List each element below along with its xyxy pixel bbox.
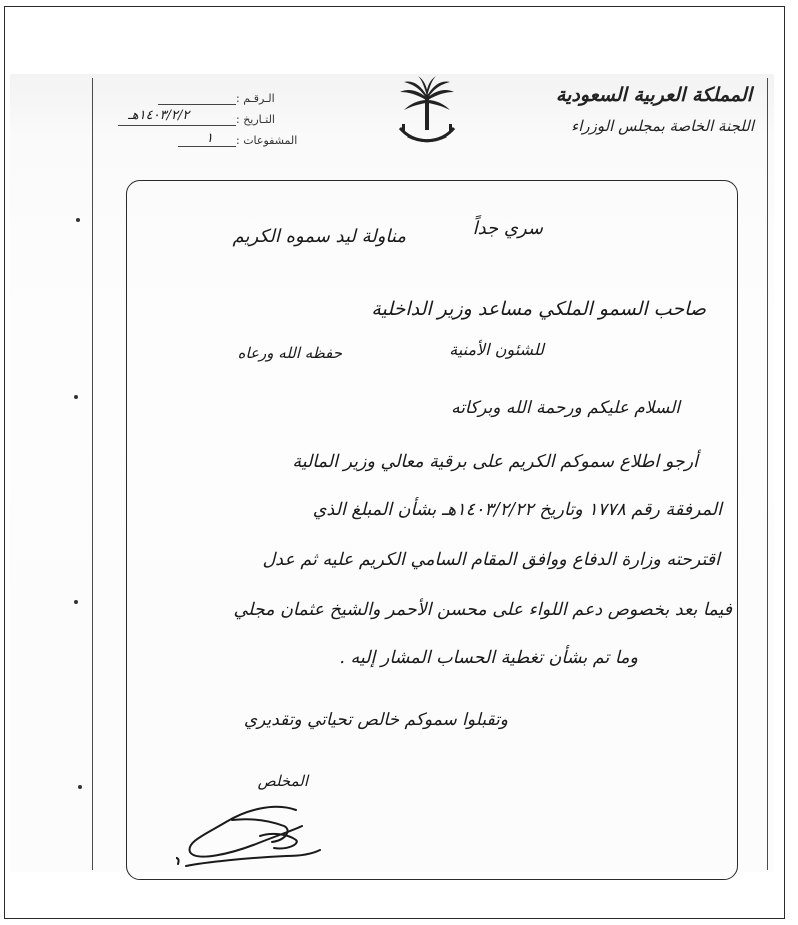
signoff: المخلص xyxy=(257,772,308,790)
punch-dot xyxy=(78,785,82,789)
greeting: السلام عليكم ورحمة الله وبركاته xyxy=(451,398,680,418)
recipient-line-1: صاحب السمو الملكي مساعد وزير الداخلية xyxy=(371,298,706,320)
punch-dot xyxy=(74,395,78,399)
punch-dot xyxy=(74,600,78,604)
attachments-value: ١ xyxy=(206,131,213,146)
number-label: الـرقـم : xyxy=(236,92,275,105)
closing-blessing: حفظه الله ورعاه xyxy=(237,344,342,362)
letter-box xyxy=(126,180,738,880)
closing: وتقبلوا سموكم خالص تحياتي وتقديري xyxy=(243,710,508,730)
body-line: المرفقة رقم ١٧٧٨ وتاريخ ١٤٠٣/٢/٢٢هـ بشأن المبلغ الذي xyxy=(312,500,722,520)
kingdom-title: المملكة العربية السعودية xyxy=(555,84,752,106)
date-label: التـاريخ : xyxy=(236,113,275,126)
handwritten-signature xyxy=(176,796,326,871)
delivery-instruction: مناولة ليد سموه الكريم xyxy=(232,226,406,247)
palm-and-swords-emblem xyxy=(396,76,458,154)
body-line: اقترحته وزارة الدفاع ووافق المقام السامي الكريم عليه ثم عدل xyxy=(262,550,720,570)
body-line: وما تم بشأن تغطية الحساب المشار إليه . xyxy=(339,648,638,668)
classification: سري جداً xyxy=(472,218,543,239)
recipient-line-2: للشئون الأمنية xyxy=(449,340,544,359)
punch-dot xyxy=(76,218,80,222)
body-line: فيما بعد بخصوص دعم اللواء على محسن الأحمر والشيخ عثمان مجلي xyxy=(233,600,732,620)
committee-title: اللجنة الخاصة بمجلس الوزراء xyxy=(571,117,754,135)
date-value: ١٤٠٣/٢/٢هـ xyxy=(128,108,190,123)
body-line: أرجو اطلاع سموكم الكريم على برقية معالي وزير المالية xyxy=(292,452,698,472)
attachments-label: المشفوعات : xyxy=(236,134,298,147)
date-line xyxy=(118,125,236,126)
margin-line-right xyxy=(767,78,768,870)
margin-line-left xyxy=(92,78,93,870)
number-line xyxy=(158,104,236,105)
attachments-line xyxy=(178,146,236,147)
